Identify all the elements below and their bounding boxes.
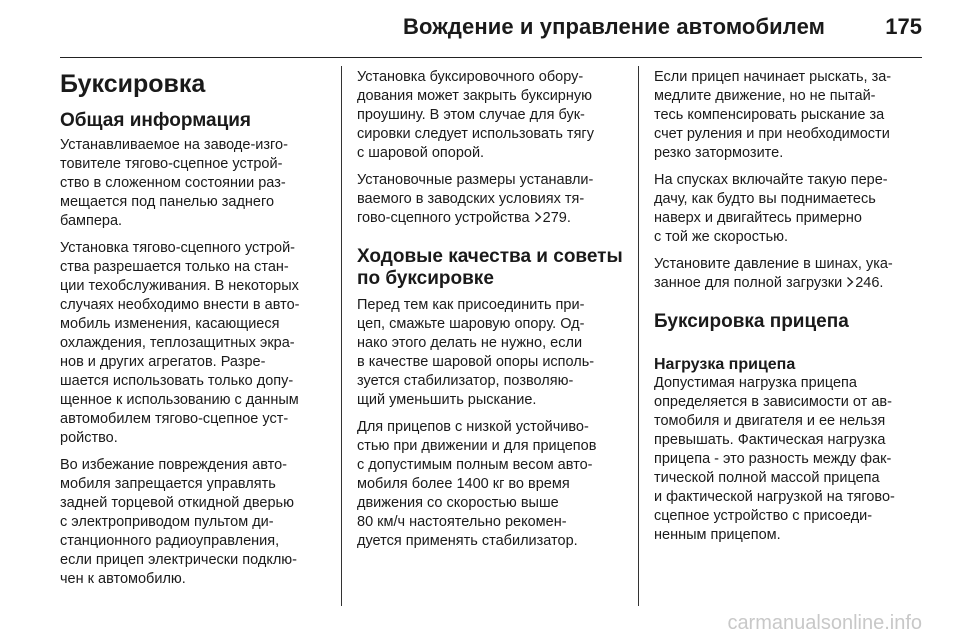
paragraph: Допустимая нагрузка прицепа определяется в зависимости от ав- томобиля и двигателя и ее нельзя превышать. Фактическая нагрузка прицепа - это разность между фак- тической полной массой прицепа и фактической нагрузкой на тягово- сцепное устройство с присоеди- ненным прицепом. — [654, 375, 895, 543]
column-2 — [357, 68, 629, 559]
paragraph-text: Установите давление в шинах, ука- занное для полной загрузки — [654, 256, 893, 291]
page-reference-icon — [846, 276, 854, 288]
page-reference-link[interactable]: 279. — [542, 210, 571, 226]
subsection-title-driving-tips: Ходовые качества и советы по буксировке — [357, 246, 623, 289]
paragraph-with-page-reference — [654, 255, 926, 293]
paragraph: Во избежание повреждения авто- мобиля запрещается управлять задней торцевой откидной дверью с электроприводом пультом ди- станционного радиоуправления, если прицеп электрически подклю- чен к автомобилю. — [60, 457, 297, 587]
header-divider — [60, 57, 922, 58]
paragraph-text: Установочные размеры устанавли- ваемого в заводских условиях тя- гово-сцепного устройства — [357, 172, 594, 226]
paragraph: Для прицепов с низкой устойчиво- стью при движении и для прицепов с допустимым полным весом авто- мобиля более 1400 кг во время движения со скоростью выше 80 км/ч настоятельно рекомен- дуется применять стабилизатор. — [357, 419, 597, 549]
section-title-towing: Буксировка — [60, 70, 206, 98]
paragraph: Если прицеп начинает рыскать, за- медлите движение, но не пытай- тесь компенсировать рыскание за счет руления и при необходимости резко затормозите. — [654, 69, 892, 161]
paragraph: Устанавливаемое на заводе-изго- товителе тягово-сцепное устрой- ство в сложенном состоянии раз- мещается под панелью заднего бампера. — [60, 137, 288, 229]
page-header — [0, 0, 960, 58]
column-divider — [638, 66, 639, 606]
paragraph: Установка буксировочного обору- дования может закрыть буксирную проушину. В этом случае для бук- сировки следует использовать тягу с шаровой опорой. — [357, 69, 594, 161]
watermark: carmanualsonline.info — [727, 612, 922, 634]
page-number: 175 — [885, 14, 922, 39]
section-title-trailer-towing: Буксировка прицепа — [654, 311, 849, 332]
page-header-title: Вождение и управление автомобилем — [403, 14, 825, 39]
subsection-title-trailer-load: Нагрузка прицепа — [654, 356, 796, 373]
subsection-title-general-info: Общая информация — [60, 110, 252, 131]
column-1 — [60, 64, 328, 597]
page-reference-link[interactable]: 246. — [855, 275, 884, 291]
column-3 — [654, 68, 926, 553]
paragraph: На спусках включайте такую пере- дачу, как будто вы поднимаетесь наверх и двигайтесь примерно с той же скоростью. — [654, 172, 888, 245]
paragraph-with-page-reference — [357, 171, 629, 228]
column-divider — [341, 66, 342, 606]
paragraph: Перед тем как присоединить при- цеп, смажьте шаровую опору. Од- нако этого делать не нужно, если в качестве шаровой опоры исполь- зуется стабилизатор, позволяю- щий уменьшить рыскание. — [357, 297, 595, 408]
paragraph: Установка тягово-сцепного устрой- ства разрешается только на стан- ции техобслуживания. В некоторых случаях необходимо внести в авто- мобиль изменения, касающиеся охлаждения, теплозащитных экра- нов и других агрегатов. Разре- шается использовать только допу- щенное к использованию с данным автомобилем тягово-сцепное уст- ройство. — [60, 240, 300, 446]
page-reference-icon — [534, 211, 542, 223]
